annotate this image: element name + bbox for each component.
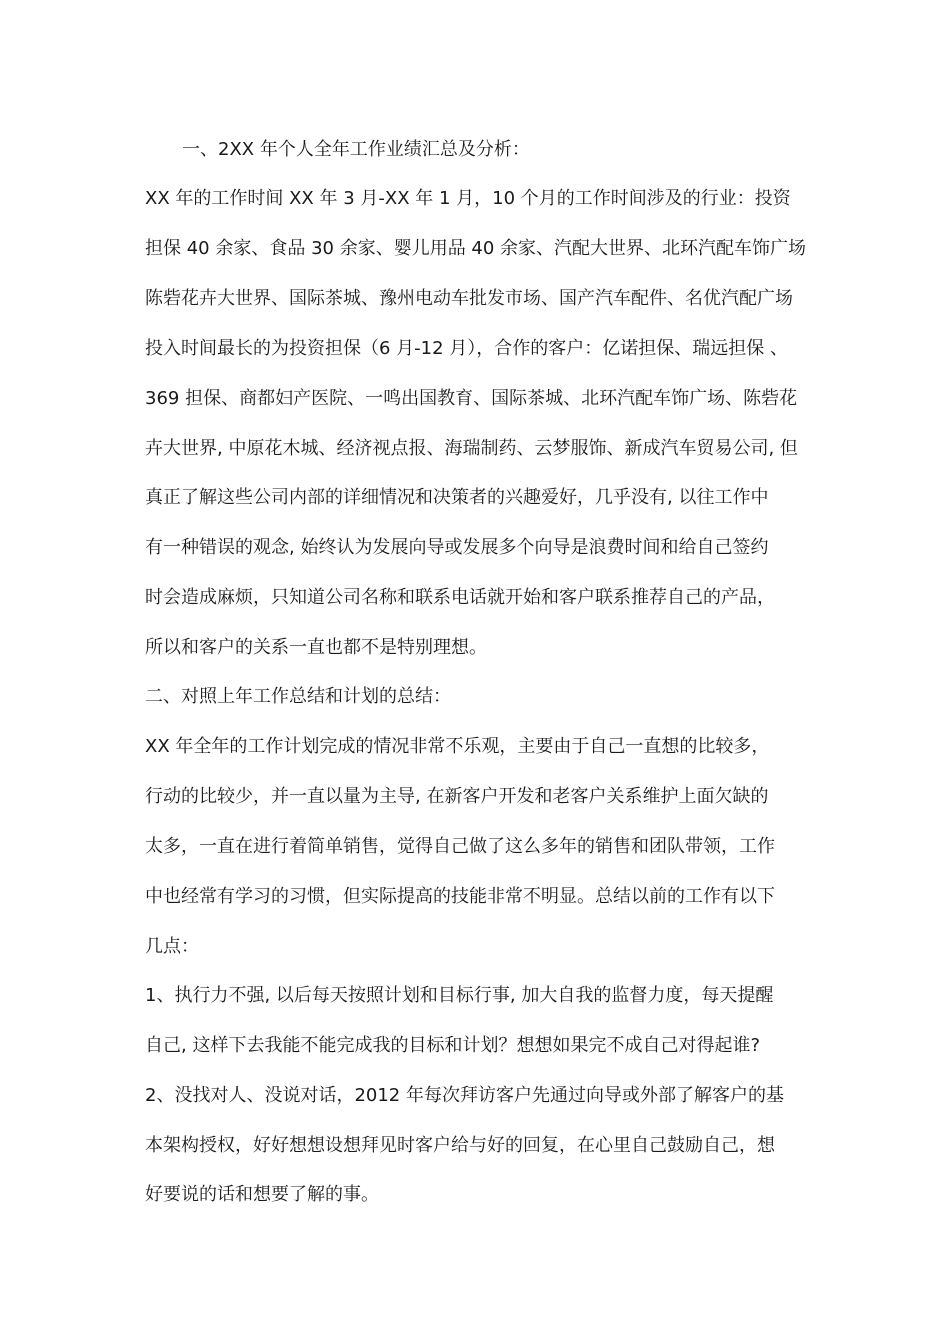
paragraph-line: 所以和客户的关系一直也都不是特别理想。 — [145, 637, 487, 658]
paragraph-line: 行动的比较少，并一直以量为主导, 在新客户开发和老客户关系维护上面欠缺的 — [145, 786, 769, 807]
paragraph-line: 真正了解这些公司内部的详细情况和决策者的兴趣爱好，几乎没有, 以往工作中 — [145, 487, 769, 508]
paragraph-line: XX 年的工作时间 XX 年 3 月-XX 年 1 月，10 个月的工作时间涉及的行业：投资 — [145, 188, 791, 209]
list-item-1-line: 自己, 这样下去我能不能完成我的目标和计划？想想如果完不成自己对得起谁? — [145, 1035, 760, 1056]
section-heading-1: 一、2XX 年个人全年工作业绩汇总及分析： — [182, 139, 530, 160]
paragraph-line: 卉大世界, 中原花木城、经济视点报、海瑞制药、云梦服饰、新成汽车贸易公司, 但 — [145, 438, 798, 459]
paragraph-line: 中也经常有学习的习惯，但实际提高的技能非常不明显。总结以前的工作有以下 — [145, 886, 775, 907]
paragraph-line: 369 担保、商都妇产医院、一鸣出国教育、国际茶城、北环汽配车饰广场、陈砦花 — [145, 388, 798, 409]
list-item-2-line: 好要说的话和想要了解的事。 — [145, 1184, 379, 1205]
paragraph-line: XX 年全年的工作计划完成的情况非常不乐观，主要由于自己一直想的比较多， — [145, 736, 770, 757]
paragraph-line: 太多，一直在进行着简单销售，觉得自己做了这么多年的销售和团队带领，工作 — [145, 836, 775, 857]
list-item-2-line: 本架构授权，好好想想设想拜见时客户给与好的回复，在心里自己鼓励自己，想 — [145, 1135, 775, 1156]
list-item-2-line: 2、没找对人、没说对话，2012 年每次拜访客户先通过向导或外部了解客户的基 — [145, 1085, 784, 1106]
paragraph-line: 时会造成麻烦，只知道公司名称和联系电话就开始和客户联系推荐自己的产品， — [145, 587, 775, 608]
paragraph-line: 担保 40 余家、食品 30 余家、婴儿用品 40 余家、汽配大世界、北环汽配车饰广场 — [145, 238, 807, 259]
paragraph-line: 几点： — [145, 936, 199, 957]
paragraph-line: 陈砦花卉大世界、国际茶城、豫州电动车批发市场、国产汽车配件、名优汽配广场 — [145, 288, 793, 309]
paragraph-line: 有一种错误的观念, 始终认为发展向导或发展多个向导是浪费时间和给自己签约 — [145, 537, 769, 558]
section-heading-2: 二、对照上年工作总结和计划的总结： — [145, 686, 451, 707]
paragraph-line: 投入时间最长的为投资担保（6 月-12 月），合作的客户：亿诺担保、瑞远担保 、 — [145, 338, 789, 359]
list-item-1-line: 1、执行力不强, 以后每天按照计划和目标行事, 加大自我的监督力度，每天提醒 — [145, 985, 774, 1006]
